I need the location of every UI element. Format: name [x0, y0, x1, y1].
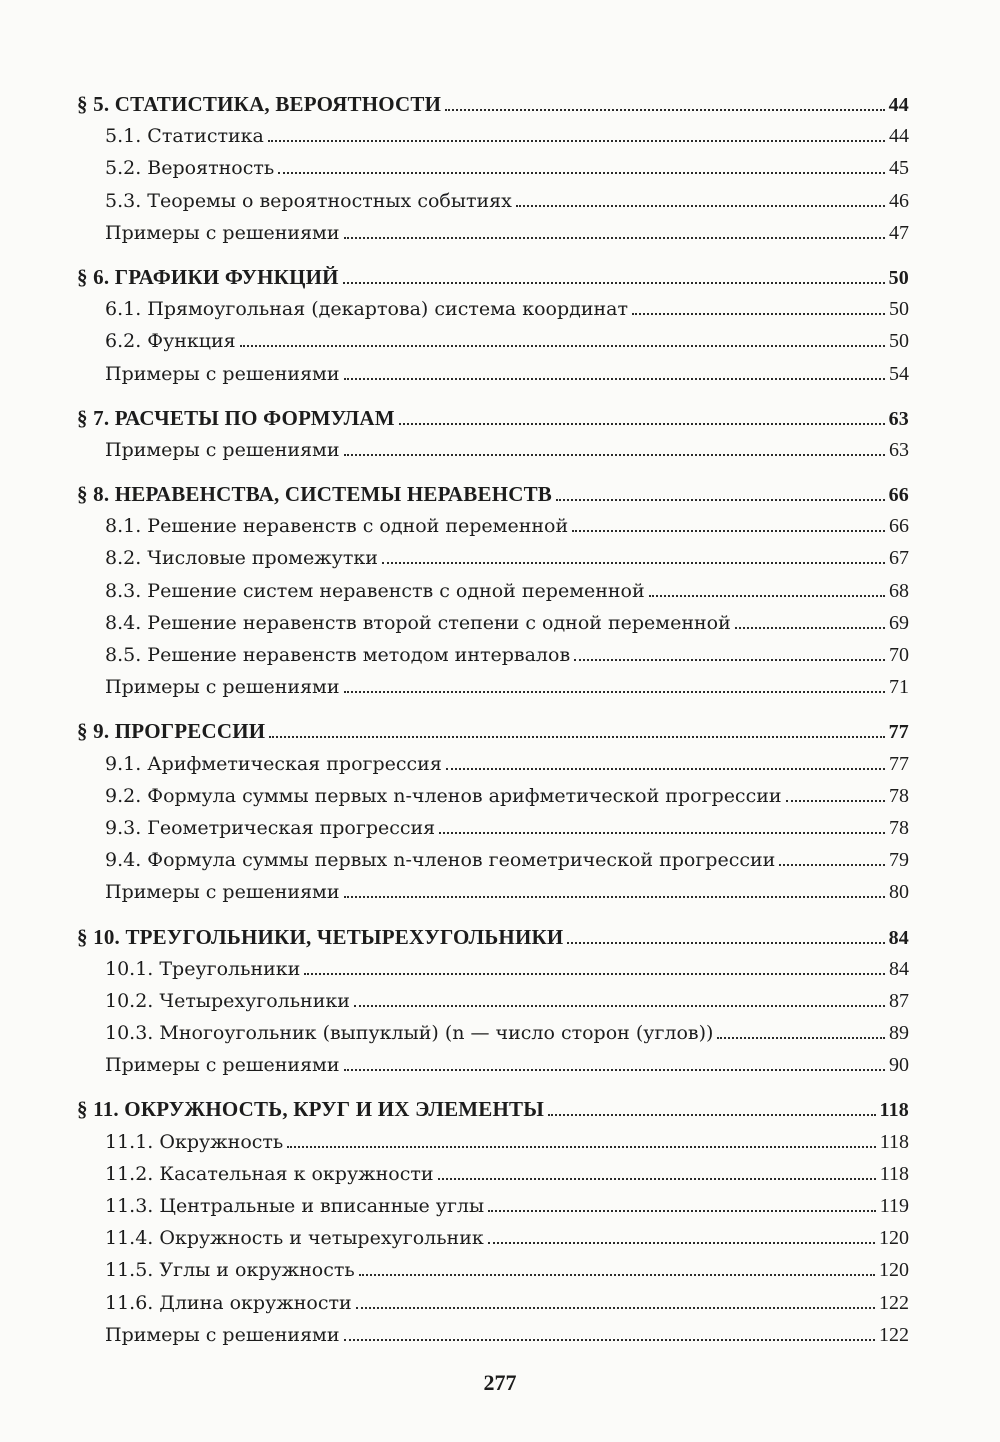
- toc-subsection-entry[interactable]: [77, 607, 909, 639]
- toc-subsection-entry[interactable]: [77, 1190, 909, 1222]
- page-number: 77: [889, 752, 909, 775]
- toc-subsection-entry[interactable]: [77, 1254, 909, 1286]
- toc-chapter-entry[interactable]: [77, 921, 909, 953]
- toc-subsection-entry[interactable]: [77, 358, 909, 390]
- chapter-title: § 6. ГРАФИКИ ФУНКЦИЙ: [77, 264, 339, 289]
- dot-leader: [344, 1068, 886, 1071]
- page-number: 120: [879, 1259, 909, 1282]
- dot-leader: [287, 1145, 875, 1148]
- toc-subsection-entry[interactable]: [77, 293, 909, 325]
- toc-chapter-entry[interactable]: [77, 88, 909, 120]
- dot-leader: [399, 422, 885, 425]
- page-number: 63: [888, 407, 909, 430]
- page-number: 44: [888, 94, 909, 116]
- subsection-title: 6.2. Функция: [105, 330, 236, 353]
- dot-leader: [567, 941, 884, 944]
- subsection-title: 5.3. Теоремы о вероятностных событиях: [105, 189, 512, 212]
- toc-subsection-entry[interactable]: [77, 1017, 909, 1049]
- page-number: 78: [889, 784, 909, 807]
- toc-subsection-entry[interactable]: [77, 1319, 909, 1351]
- toc-chapter-entry[interactable]: [77, 1093, 909, 1125]
- page-number: 118: [879, 1130, 909, 1153]
- toc-subsection-entry[interactable]: [77, 844, 909, 876]
- page-number: 50: [888, 266, 909, 289]
- toc-chapter-entry[interactable]: [77, 478, 909, 510]
- dot-leader: [269, 735, 884, 738]
- page-number: 78: [889, 816, 909, 839]
- subsection-title: Примеры с решениями: [105, 676, 340, 699]
- toc-section-9: [77, 715, 909, 908]
- subsection-title: Примеры с решениями: [105, 1323, 340, 1346]
- page-number: 47: [889, 221, 909, 244]
- page-number: 120: [879, 1227, 909, 1250]
- toc-subsection-entry[interactable]: [77, 217, 909, 249]
- chapter-title: § 10. ТРЕУГОЛЬНИКИ, ЧЕТЫРЕХУГОЛЬНИКИ: [77, 924, 564, 949]
- toc-subsection-entry[interactable]: [77, 1126, 909, 1158]
- dot-leader: [278, 171, 885, 174]
- toc-subsection-entry[interactable]: [77, 1287, 909, 1319]
- toc-subsection-entry[interactable]: [77, 325, 909, 357]
- page-number: 118: [879, 1099, 909, 1122]
- chapter-title: § 9. ПРОГРЕССИИ: [77, 719, 266, 744]
- toc-subsection-entry[interactable]: [77, 1222, 909, 1254]
- chapter-title: § 5. СТАТИСТИКА, ВЕРОЯТНОСТИ: [77, 92, 442, 116]
- page-number: 77: [888, 721, 909, 744]
- subsection-title: 6.1. Прямоугольная (декартова) система координат: [105, 298, 629, 321]
- subsection-title: 10.3. Многоугольник (выпуклый) (n — число сторон (углов)): [105, 1022, 714, 1045]
- dot-leader: [446, 767, 885, 770]
- page-number: 66: [889, 515, 909, 538]
- toc-subsection-entry[interactable]: [77, 780, 909, 812]
- subsection-title: 11.2. Касательная к окружности: [105, 1162, 434, 1185]
- page-number: 122: [879, 1291, 909, 1314]
- toc-section-5: [77, 88, 909, 249]
- table-of-contents: [77, 88, 909, 1363]
- toc-chapter-entry[interactable]: [77, 715, 909, 747]
- dot-leader: [344, 690, 886, 693]
- dot-leader: [574, 658, 885, 661]
- toc-subsection-entry[interactable]: [77, 639, 909, 671]
- toc-subsection-entry[interactable]: [77, 1049, 909, 1081]
- toc-subsection-entry[interactable]: [77, 812, 909, 844]
- subsection-title: 8.4. Решение неравенств второй степени с одной переменной: [105, 611, 731, 634]
- subsection-title: 9.3. Геометрическая прогрессия: [105, 816, 436, 839]
- subsection-title: 5.1. Статистика: [105, 125, 264, 148]
- toc-subsection-entry[interactable]: [77, 575, 909, 607]
- subsection-title: 8.2. Числовые промежутки: [105, 547, 378, 570]
- toc-subsection-entry[interactable]: [77, 748, 909, 780]
- dot-leader: [488, 1241, 875, 1244]
- subsection-title: 10.1. Треугольники: [105, 957, 301, 980]
- subsection-title: 10.2. Четырехугольники: [105, 989, 350, 1012]
- dot-leader: [304, 972, 885, 975]
- dot-leader: [786, 799, 885, 802]
- toc-subsection-entry[interactable]: [77, 185, 909, 217]
- page-number: 50: [889, 330, 909, 353]
- subsection-title: Примеры с решениями: [105, 221, 340, 244]
- subsection-title: Примеры с решениями: [105, 881, 340, 904]
- toc-section-7: [77, 402, 909, 466]
- subsection-title: Примеры с решениями: [105, 1054, 340, 1077]
- chapter-title: § 7. РАСЧЕТЫ ПО ФОРМУЛАМ: [77, 405, 395, 430]
- page-number: 44: [889, 125, 909, 148]
- dot-leader: [438, 1177, 876, 1180]
- page-number: 84: [889, 957, 909, 980]
- dot-leader: [735, 626, 885, 629]
- subsection-title: 8.5. Решение неравенств методом интервалов: [105, 644, 571, 666]
- toc-subsection-entry[interactable]: [77, 434, 909, 466]
- page-number: 80: [889, 881, 909, 904]
- toc-subsection-entry[interactable]: [77, 985, 909, 1017]
- toc-subsection-entry[interactable]: [77, 1158, 909, 1190]
- dot-leader: [343, 281, 885, 284]
- page-number: 119: [879, 1195, 909, 1217]
- dot-leader: [344, 895, 886, 898]
- subsection-title: Примеры с решениями: [105, 438, 340, 461]
- subsection-title: 8.3. Решение систем неравенств с одной переменной: [105, 579, 645, 602]
- dot-leader: [240, 344, 885, 347]
- toc-section-10: [77, 921, 909, 1082]
- subsection-title: 5.2. Вероятность: [105, 157, 275, 180]
- subsection-title: Примеры с решениями: [105, 362, 340, 385]
- toc-subsection-entry[interactable]: [77, 671, 909, 703]
- toc-section-6: [77, 261, 909, 390]
- page-number: 87: [889, 989, 909, 1012]
- dot-leader: [356, 1306, 875, 1309]
- chapter-title: § 11. ОКРУЖНОСТЬ, КРУГ И ИХ ЭЛЕМЕНТЫ: [77, 1097, 545, 1122]
- toc-chapter-entry[interactable]: [77, 261, 909, 293]
- dot-leader: [445, 108, 884, 111]
- subsection-title: 11.3. Центральные и вписанные углы: [105, 1195, 485, 1217]
- dot-leader: [556, 498, 885, 501]
- page-number: 70: [889, 644, 909, 666]
- toc-subsection-entry[interactable]: [77, 510, 909, 542]
- page-number: 90: [889, 1054, 909, 1077]
- page-number: 63: [889, 438, 909, 461]
- toc-subsection-entry[interactable]: [77, 876, 909, 908]
- page-number: 79: [889, 849, 909, 872]
- dot-leader: [344, 377, 886, 380]
- dot-leader: [632, 312, 885, 315]
- dot-leader: [382, 561, 885, 564]
- page-number: 68: [889, 579, 909, 602]
- page-number: 46: [889, 189, 909, 212]
- dot-leader: [344, 453, 886, 456]
- toc-subsection-entry[interactable]: [77, 152, 909, 184]
- chapter-title: § 8. НЕРАВЕНСТВА, СИСТЕМЫ НЕРАВЕНСТВ: [77, 482, 553, 507]
- toc-subsection-entry[interactable]: [77, 542, 909, 574]
- toc-chapter-entry[interactable]: [77, 402, 909, 434]
- dot-leader: [268, 139, 885, 142]
- dot-leader: [572, 529, 885, 532]
- toc-subsection-entry[interactable]: [77, 953, 909, 985]
- subsection-title: 9.2. Формула суммы первых n-членов арифметической прогрессии: [105, 784, 782, 807]
- subsection-title: 8.1. Решение неравенств с одной переменной: [105, 515, 569, 538]
- dot-leader: [344, 1338, 876, 1341]
- page-number: 66: [888, 484, 909, 507]
- subsection-title: 9.1. Арифметическая прогрессия: [105, 752, 442, 775]
- page-number: 118: [879, 1162, 909, 1185]
- page-number: 50: [889, 298, 909, 321]
- footer-page-number: 277: [483, 1370, 517, 1395]
- dot-leader: [779, 863, 885, 866]
- toc-section-8: [77, 478, 909, 703]
- dot-leader: [649, 594, 885, 597]
- subsection-title: 11.1. Окружность: [105, 1130, 284, 1153]
- dot-leader: [344, 236, 886, 239]
- dot-leader: [354, 1004, 885, 1007]
- page-number: 54: [889, 362, 909, 385]
- page-number: 122: [879, 1323, 909, 1346]
- toc-subsection-entry[interactable]: [77, 120, 909, 152]
- dot-leader: [717, 1036, 885, 1039]
- subsection-title: 9.4. Формула суммы первых n-членов геометрической прогрессии: [105, 849, 776, 872]
- dot-leader: [548, 1113, 875, 1116]
- subsection-title: 11.4. Окружность и четырехугольник: [105, 1227, 484, 1250]
- page-number: 71: [889, 676, 909, 699]
- subsection-title: 11.5. Углы и окружность: [105, 1259, 355, 1282]
- dot-leader: [439, 831, 885, 834]
- toc-section-11: [77, 1093, 909, 1351]
- page-number: 45: [889, 157, 909, 180]
- dot-leader: [516, 204, 885, 207]
- dot-leader: [488, 1209, 876, 1212]
- page-number: 69: [889, 611, 909, 634]
- page-number: 67: [889, 547, 909, 570]
- page-number: 84: [888, 926, 909, 949]
- page-number: 89: [889, 1022, 909, 1045]
- subsection-title: 11.6. Длина окружности: [105, 1291, 352, 1314]
- dot-leader: [359, 1273, 875, 1276]
